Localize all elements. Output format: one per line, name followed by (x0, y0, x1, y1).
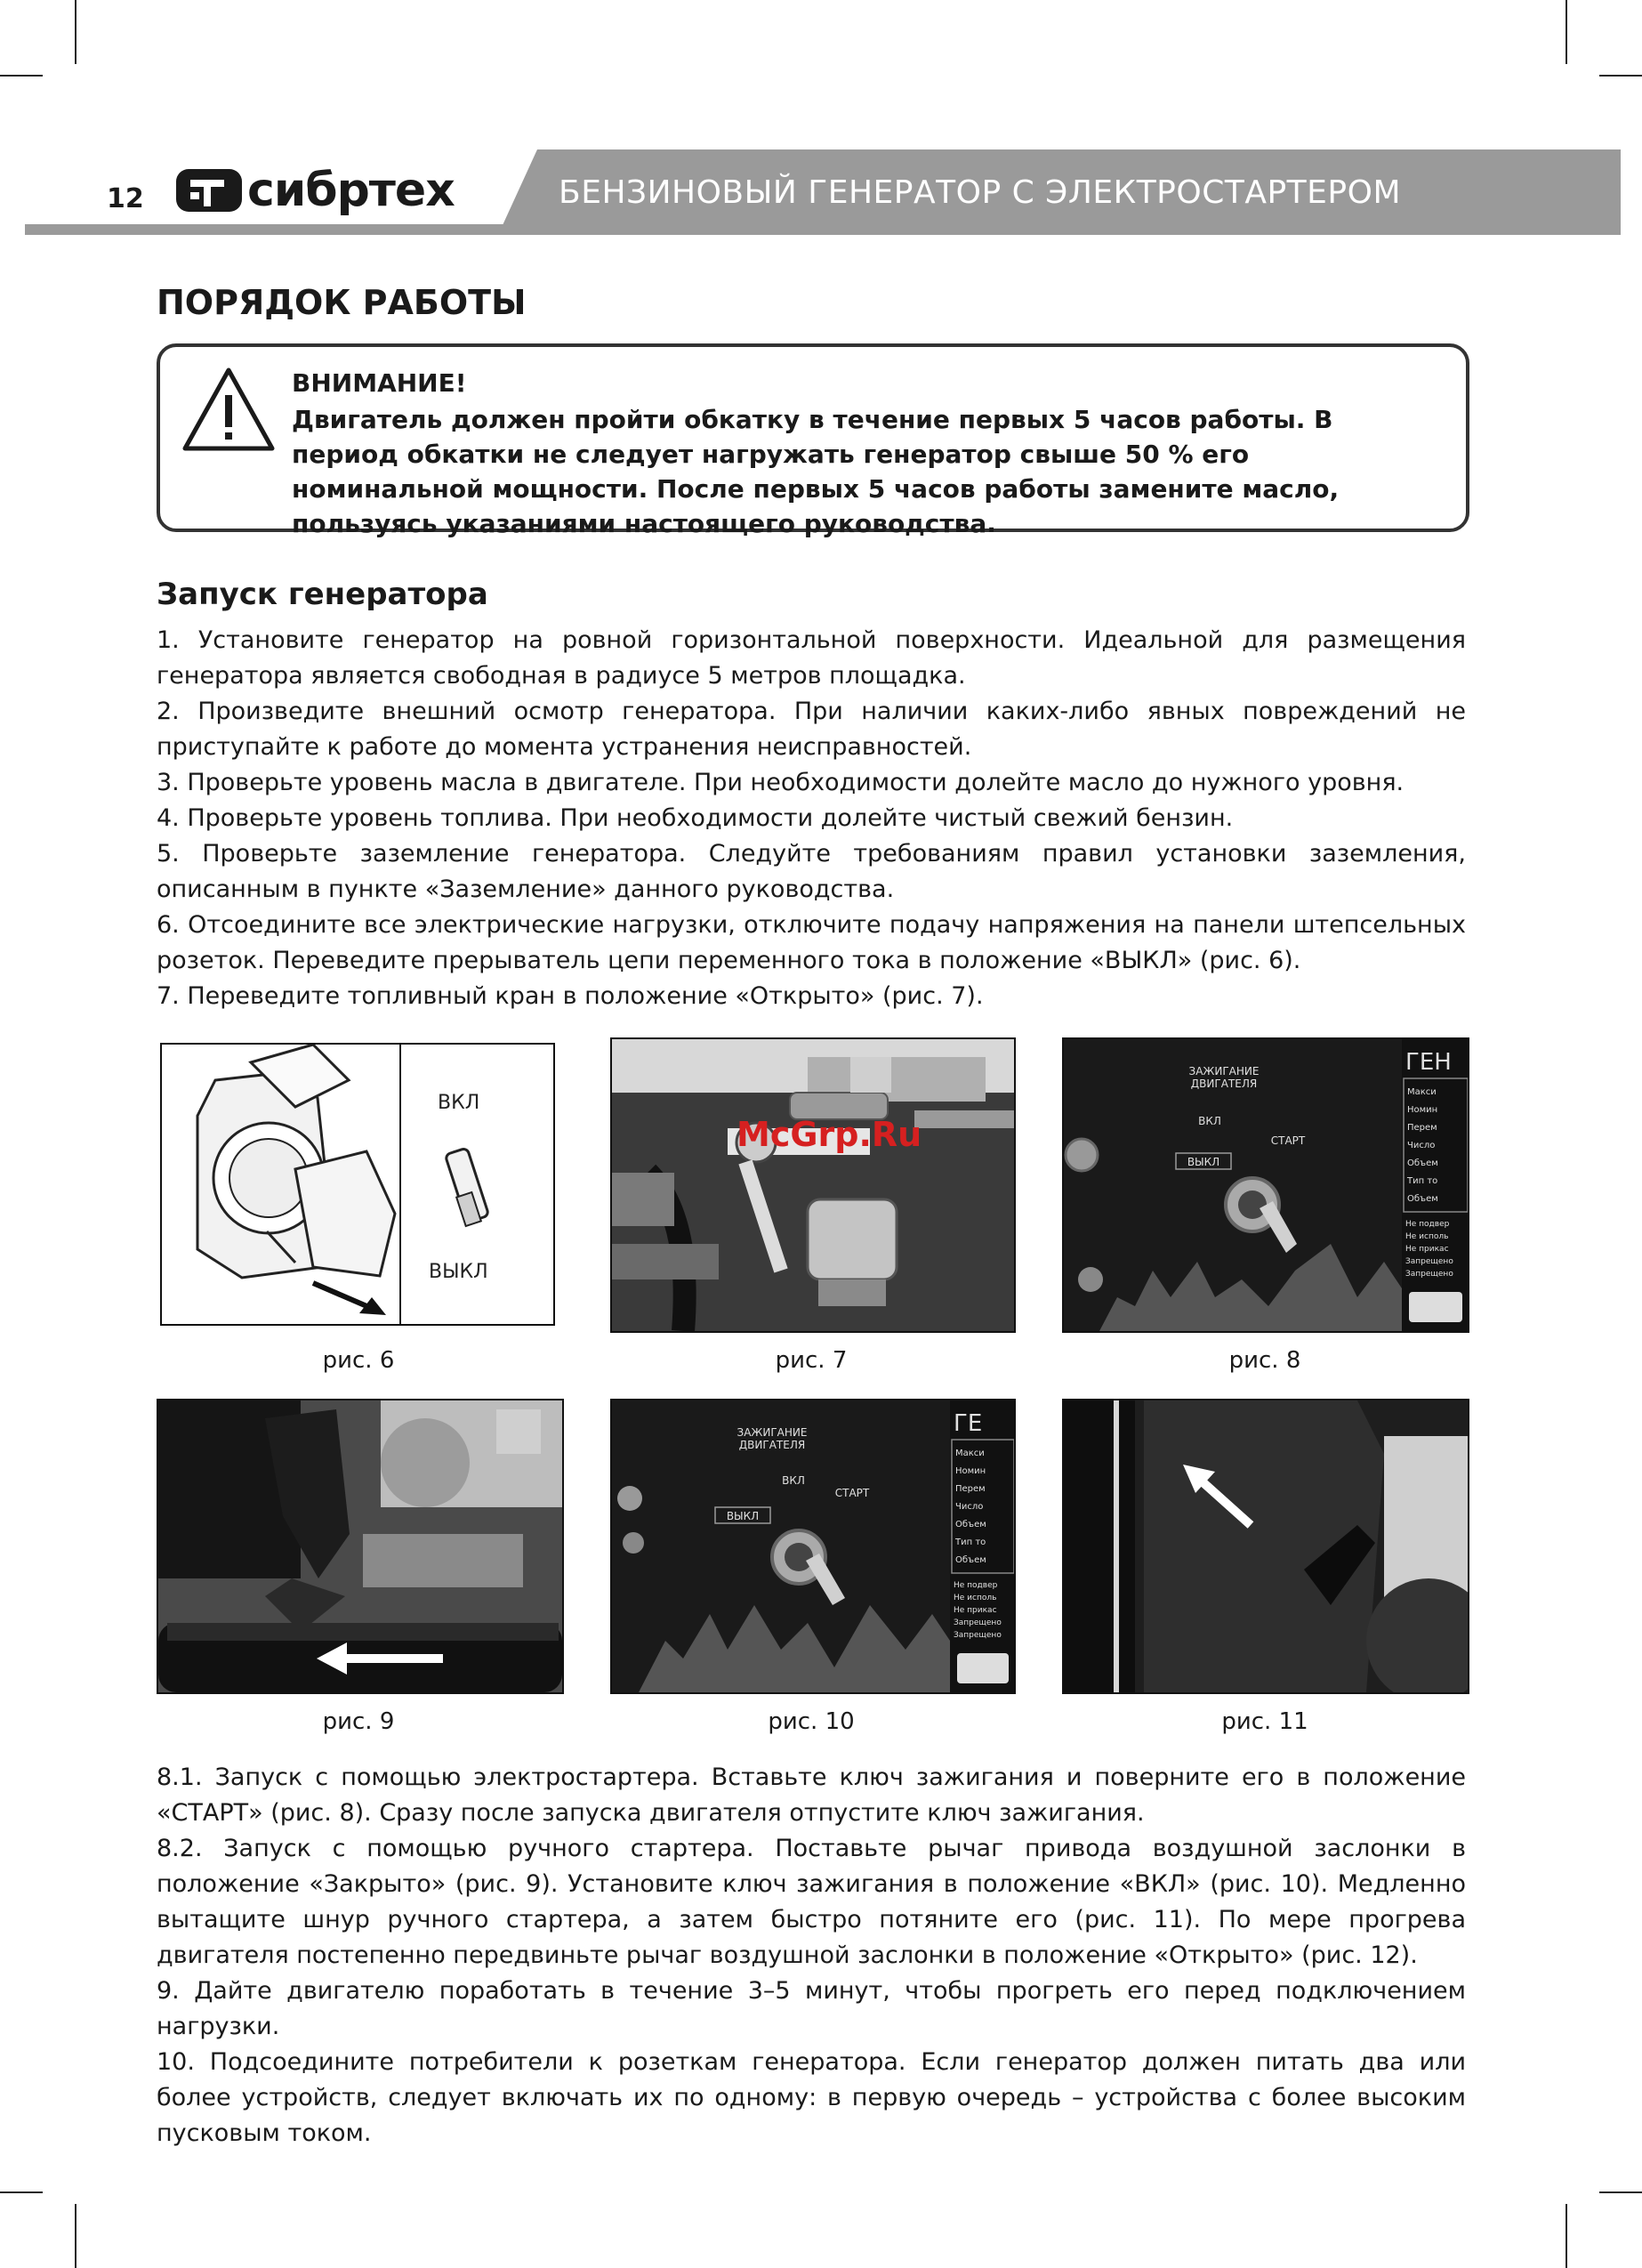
choke-lever-drawing (158, 1400, 562, 1692)
steps-list (157, 623, 1466, 1014)
recoil-starter-drawing (1064, 1400, 1468, 1692)
spec-row: Номин (955, 1466, 986, 1476)
spec-row: Макси (955, 1449, 985, 1458)
header-rule (25, 224, 1621, 235)
figure-11-caption: рис. 11 (1221, 1708, 1308, 1735)
figure-11-recoil-starter-photo (1062, 1399, 1469, 1694)
step-item: 2. Произведите внешний осмотр генератора. При наличии каких-либо явных повреждений не приступайте к работе до момента устранения неисправностей. (157, 698, 1466, 761)
step-item: 4. Проверьте уровень топлива. При необходимости долейте чистый свежий бензин. (157, 804, 1234, 832)
fuel-valve-drawing (612, 1039, 1014, 1331)
note-row: Не подвер (1405, 1220, 1450, 1229)
ignition-panel-on-drawing (612, 1400, 1014, 1692)
crop-mark (0, 75, 43, 77)
step-item: 7. Переведите топливный кран в положение «Открыто» (рис. 7). (157, 982, 984, 1010)
ignition-title: ДВИГАТЕЛЯ (1190, 1078, 1258, 1090)
note-row: Запрещено (954, 1631, 1002, 1640)
ignition-panel-start-drawing (1064, 1039, 1468, 1331)
note-row: Не прикас (954, 1606, 997, 1615)
page-number: 12 (107, 183, 144, 214)
warning-triangle-icon (180, 365, 278, 454)
spec-row: Объем (955, 1555, 986, 1565)
warning-heading: ВНИМАНИЕ! (292, 368, 467, 398)
brand-logo (174, 164, 468, 217)
figure-10-caption: рис. 10 (768, 1708, 855, 1735)
steps-after-list (157, 1760, 1466, 2151)
ignition-off-label: ВЫКЛ (1187, 1156, 1220, 1168)
step-item: 3. Проверьте уровень масла в двигателе. При необходимости долейте масло до нужного уровня. (157, 769, 1405, 796)
figure-6-breaker-illustration (160, 1043, 555, 1326)
breaker-on-label: ВКЛ (438, 1092, 480, 1114)
note-row: Запрещено (954, 1618, 1002, 1627)
watermark-text: McGrp.Ru (736, 1115, 922, 1154)
crop-mark (1599, 2191, 1642, 2193)
figure-8-ignition-panel-photo (1062, 1037, 1469, 1333)
figure-9-choke-lever-photo (157, 1399, 564, 1694)
note-row: Запрещено (1405, 1270, 1453, 1279)
ignition-on-label: ВКЛ (782, 1474, 805, 1487)
ignition-title: ЗАЖИГАНИЕ (1188, 1065, 1260, 1078)
ignition-on-label: ВКЛ (1198, 1115, 1221, 1127)
document-title: БЕНЗИНОВЫЙ ГЕНЕРАТОР С ЭЛЕКТРОСТАРТЕРОМ (559, 174, 1402, 211)
crop-mark (75, 2204, 76, 2268)
spec-row: Тип то (955, 1538, 986, 1547)
figure-7-caption: рис. 7 (775, 1347, 848, 1374)
note-row: Запрещено (1405, 1257, 1453, 1266)
brand-name: сибртех (247, 164, 455, 217)
step-item: 5. Проверьте заземление генератора. Следуйте требованиям правил установки заземления, описанным в пункте «Заземление» данного руководства. (157, 840, 1466, 903)
crop-mark (1566, 0, 1567, 64)
breaker-off-label: ВЫКЛ (429, 1261, 488, 1283)
figure-8-caption: рис. 8 (1228, 1347, 1301, 1374)
socket-and-breaker-drawing (162, 1045, 553, 1324)
spec-row: Объем (955, 1520, 986, 1529)
figure-7-fuel-valve-photo (610, 1037, 1016, 1333)
crop-mark (1599, 75, 1642, 77)
ignition-title: ДВИГАТЕЛЯ (738, 1439, 806, 1451)
note-row: Не подвер (954, 1581, 998, 1590)
subsection-title: Запуск генератора (157, 577, 488, 612)
spec-row: Объем (1407, 1158, 1438, 1168)
figure-9-caption: рис. 9 (322, 1708, 395, 1735)
note-row: Не прикас (1405, 1245, 1449, 1254)
spec-row: Перем (955, 1484, 986, 1494)
panel-heading: ГЕ (954, 1410, 983, 1437)
panel-heading: ГЕН (1405, 1049, 1452, 1076)
step-item: 9. Дайте двигателю поработать в течение 3–5 минут, чтобы прогреть его перед подключением нагрузки. (157, 1977, 1466, 2040)
crop-mark (0, 2191, 43, 2193)
note-row: Не исполь (1405, 1232, 1449, 1241)
ignition-off-label: ВЫКЛ (726, 1510, 760, 1522)
figure-6-caption: рис. 6 (322, 1347, 395, 1374)
step-item: 1. Установите генератор на ровной горизонтальной поверхности. Идеальной для размещения генератора является свободная в радиусе 5 метров площадка. (157, 626, 1466, 690)
note-row: Не исполь (954, 1594, 997, 1602)
figure-10-ignition-panel-photo (610, 1399, 1016, 1694)
spec-row: Число (955, 1502, 984, 1512)
warning-text: Двигатель должен пройти обкатку в течение первых 5 часов работы. В период обкатки не следует нагружать генератор свыше 50 % его номинальной мощности. После первых 5 часов работы замените масло, пользуясь указаниями настоящего руководства. (292, 405, 1340, 538)
ignition-title: ЗАЖИГАНИЕ (736, 1426, 808, 1439)
crop-mark (75, 0, 76, 64)
step-item: 8.1. Запуск с помощью электростартера. Вставьте ключ зажигания и поверните его в положение «СТАРТ» (рис. 8). Сразу после запуска двигателя отпустите ключ зажигания. (157, 1764, 1466, 1827)
spec-row: Объем (1407, 1194, 1438, 1204)
brand-logo-icon (174, 164, 245, 217)
spec-row: Номин (1407, 1105, 1438, 1115)
spec-row: Тип то (1407, 1176, 1438, 1186)
spec-row: Перем (1407, 1123, 1437, 1133)
step-item: 6. Отсоедините все электрические нагрузки, отключите подачу напряжения на панели штепсельных розеток. Переведите прерыватель цепи переменного тока в положение «ВЫКЛ» (рис. 6). (157, 911, 1466, 974)
spec-row: Число (1407, 1141, 1436, 1150)
ignition-start-label: СТАРТ (1270, 1134, 1306, 1147)
section-title: ПОРЯДОК РАБОТЫ (157, 283, 527, 322)
step-item: 8.2. Запуск с помощью ручного стартера. Поставьте рычаг привода воздушной заслонки в положение «Закрыто» (рис. 9). Установите ключ зажигания в положение «ВКЛ» (рис. 10). Медленно вытащите шнур ручного стартера, а затем быстро потяните его (рис. 11). По мере прогрева двигателя постепенно передвиньте рычаг воздушной заслонки в положение «Открыто» (рис. 12). (157, 1835, 1466, 1969)
crop-mark (1566, 2204, 1567, 2268)
step-item: 10. Подсоедините потребители к розеткам генератора. Если генератор должен питать два или более устройств, следует включать их по одному: в первую очередь – устройства с более высоким пусковым током. (157, 2048, 1466, 2147)
ignition-start-label: СТАРТ (834, 1487, 870, 1499)
warning-box (157, 343, 1469, 538)
spec-row: Макси (1407, 1087, 1437, 1097)
